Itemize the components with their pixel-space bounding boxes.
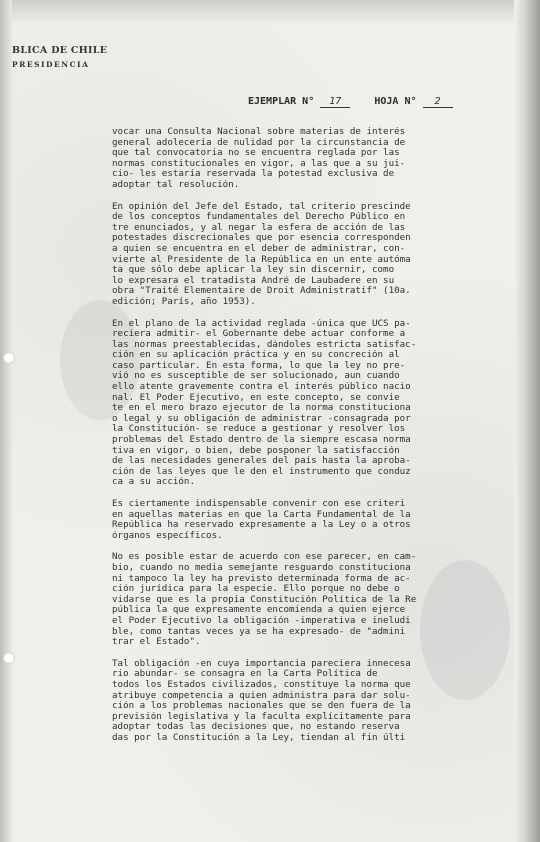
text-line: Es ciertamente indispensable convenir con ese criteri [112, 499, 406, 509]
hoja-number: 2 [423, 96, 453, 108]
paragraph [112, 499, 492, 541]
text-line: adoptar tal resolución. [112, 179, 240, 190]
text-line: ción a los problemas nacionales que se den fuera de la [112, 701, 411, 712]
scan-right-edge [514, 0, 540, 842]
text-line: ni tampoco la ley ha previsto determinada forma de ac- [112, 573, 411, 584]
text-line: En el plano de la actividad reglada -única que UCS pa- [112, 318, 411, 329]
text-line: En opinión del Jefe del Estado, tal criterio prescinde [112, 201, 411, 212]
text-line: ción jurídica para la especie. Ello porque no debe o [112, 584, 400, 595]
text-line: lo expresara el tratadista André de Laubadere en su [112, 275, 395, 286]
text-line: pública la que expresamente encomienda a quien ejerce [112, 605, 406, 616]
document-reference [248, 96, 453, 108]
text-line: cio- les estaría reservada la potestad exclusiva de [112, 169, 395, 180]
text-line: te en el mero brazo ejecutor de la norma constituciona [112, 403, 411, 414]
text-line: ción de las leyes que le den el instrumento que conduz [112, 466, 411, 477]
ejemplar-label: EJEMPLAR N° [248, 96, 315, 107]
text-line: edición; París, año 1953). [112, 296, 256, 307]
text-line: nal. El Poder Ejecutivo, en este concepto, se convie [112, 392, 400, 403]
punch-hole-upper [3, 352, 15, 364]
text-line: problemas del Estado dentro de la siempre escasa norma [112, 435, 411, 446]
text-line: bio, cuando no media semejante resguardo constituciona [112, 562, 411, 573]
paragraph [112, 659, 492, 744]
text-line: de las necesidades generales del país hasta la aproba- [112, 456, 411, 467]
text-line: Tal obligación -en cuya importancia pareciera innecesa [112, 658, 411, 669]
text-line: todos los Estados civilizados, constituye la norma que [112, 679, 411, 690]
text-line: ta que sólo debe aplicar la ley sin discernir, como [112, 265, 395, 276]
text-line: ción en su aplicación práctica y en su concreción al [112, 350, 400, 361]
text-line: das por la Constitución a la Ley, tiendan al fin últi [112, 732, 406, 743]
text-line: República ha reservado expresamente a la Ley o a otros [112, 520, 411, 531]
punch-hole-lower [3, 652, 15, 664]
text-line: que tal convocatoria no se encuentra reglada por las [112, 148, 400, 159]
letterhead [12, 44, 107, 72]
paragraph [112, 552, 492, 647]
text-line: reciera admitir- el Gobernante debe actuar conforme a [112, 329, 406, 340]
text-line: previsión legislativa y la faculta explícitamente para [112, 711, 411, 722]
scan-top-shadow [0, 0, 540, 26]
text-line: en aquellas materias en que la Carta Fundamental de la [112, 509, 411, 520]
text-line: adoptar todas las decisiones que, no estando reserva [112, 722, 400, 733]
hoja-label: HOJA N° [374, 96, 417, 107]
text-line: potestades discrecionales que por esencia corresponden [112, 233, 411, 244]
text-line: a quien se encuentra en el deber de administrar, con- [112, 243, 406, 254]
text-line: No es posible estar de acuerdo con ese parecer, en cam- [112, 552, 417, 563]
text-line: caso particular. En esta forma, lo que la ley no pre- [112, 360, 406, 371]
letterhead-office: PRESIDENCIA [12, 60, 90, 69]
text-line: atribuye competencia a quien administra para dar solu- [112, 690, 411, 701]
text-line: órganos específicos. [112, 530, 223, 541]
text-line: el Poder Ejecutivo la obligación -imperativa e ineludi [112, 615, 411, 626]
letterhead-country: BLICA DE CHILE [12, 45, 108, 56]
text-line: tiva en vigor, o bien, debe posponer la satisfacción [112, 445, 400, 456]
text-line: normas constitucionales en vigor, a las que a su jui- [112, 158, 406, 169]
text-line: general adolecería de nulidad por la circunstancia de [112, 137, 406, 148]
text-line: vierte al Presidente de la República en un ente autóma [112, 254, 411, 265]
ejemplar-number: 17 [320, 96, 350, 108]
text-line: la Constitución- se reduce a gestionar y resolver los [112, 424, 406, 435]
paragraph [112, 202, 492, 308]
text-line: o legal y su obligación de administrar -consagrada por [112, 413, 411, 424]
text-line: vocar una Consulta Nacional sobre materias de interés [112, 127, 406, 137]
text-line: las normas preestablecidas, dándoles estricta satisfac- [112, 339, 417, 350]
text-line: ello atente gravemente contra el interés público nacio [112, 382, 411, 393]
text-line: de los conceptos fundamentales del Derecho Público en [112, 212, 406, 223]
text-line: ble, como tantas veces ya se ha expresado- de "admini [112, 626, 406, 637]
text-line: ca a su acción. [112, 477, 195, 488]
text-line: vió no es susceptible de ser solucionado, aun cuando [112, 371, 400, 382]
paragraph [112, 319, 492, 489]
text-line: tre enunciados, y al negar la esfera de acción de las [112, 222, 406, 233]
text-line: obra "Traité Elementaire de Droit Administratif" (10a. [112, 286, 411, 297]
text-line: trar el Estado". [112, 637, 201, 648]
paragraph [112, 127, 492, 191]
scan-left-edge [0, 0, 12, 842]
document-body [112, 127, 492, 754]
text-line: vidarse que es la propia Constitución Política de la Re [112, 594, 417, 605]
text-line: rio abundar- se consagra en la Carta Política de [112, 669, 378, 680]
